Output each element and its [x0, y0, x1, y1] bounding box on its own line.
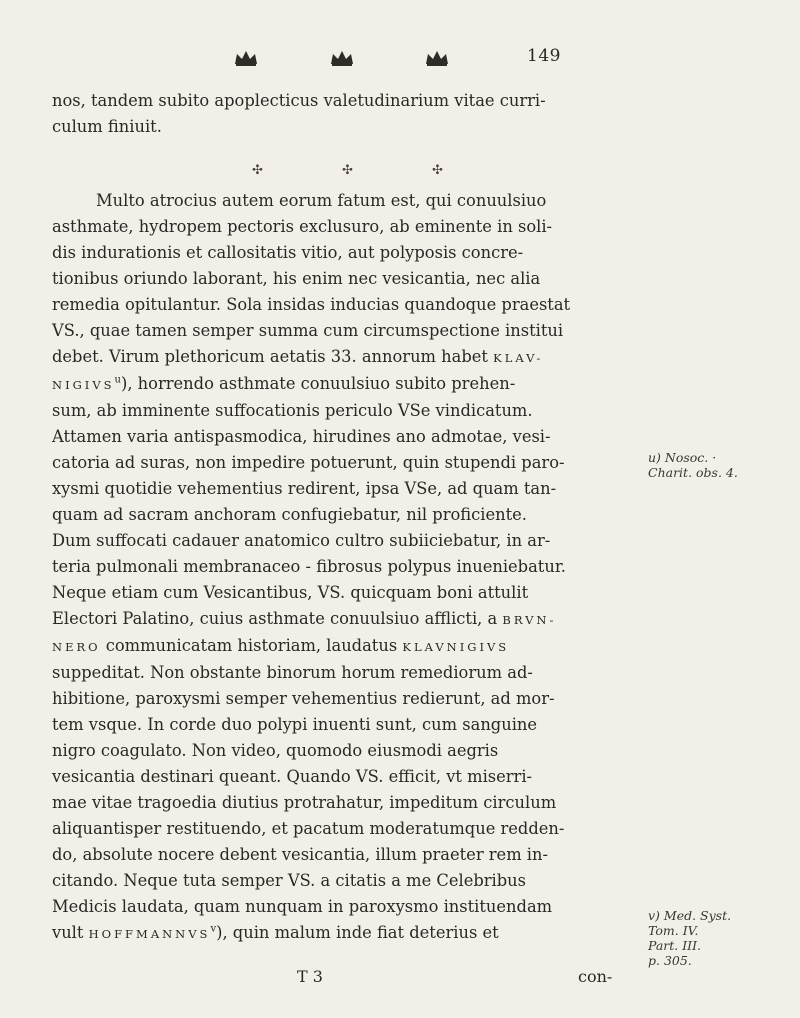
text-line: Attamen varia antispasmodica, hirudines ano admotae, vesi- [52, 427, 551, 446]
text-run: ), quin malum inde fiat deterius et [216, 923, 499, 942]
text-line: culum finiuit. [52, 117, 162, 136]
text-run: debet. Virum plethoricum aetatis 33. annorum habet [52, 347, 488, 366]
text-line: Medicis laudata, quam nunquam in paroxysmo instituendam [52, 897, 553, 916]
text-run: Electori Palatino, cuius asthmate conuulsiuo afflicti, a [52, 609, 498, 628]
text-run: vult [52, 923, 84, 942]
text-line: VS., quae tamen semper summa cum circumspectione institui [52, 321, 564, 340]
signature-mark: T 3 [297, 967, 323, 986]
text-line [52, 633, 642, 660]
text-line: Dum suffocati cadauer anatomico cultro subiiciebatur, in ar- [52, 531, 551, 550]
author-name: KLAVNIGIVS [402, 640, 510, 654]
text-run: ), horrendo asthmate conuulsiuo subito prehen- [120, 374, 516, 393]
margin-note-line: u) Nosoc. · [648, 450, 717, 465]
text-line: citando. Neque tuta semper VS. a citatis a me Celebribus [52, 871, 527, 890]
margin-note-line: Charit. obs. 4. [648, 465, 738, 480]
cross-ornament-icon: ✣ [432, 163, 443, 178]
margin-note-line: Part. III. [648, 938, 702, 953]
text-line: vesicantia destinari queant. Quando VS. efficit, vt miserri- [52, 767, 533, 786]
text-line [52, 371, 642, 398]
body-text [52, 88, 642, 947]
crown-ornament-icon [329, 48, 355, 66]
text-line: hibitione, paroxysmi semper vehementius redierunt, ad mor- [52, 689, 555, 708]
cross-ornament-icon: ✣ [342, 163, 353, 178]
crown-ornament-icon [424, 48, 450, 66]
text-line: do, absolute nocere debent vesicantia, illum praeter rem in- [52, 845, 549, 864]
page-number: 149 [527, 46, 561, 66]
footnote-marker: v [210, 923, 217, 935]
margin-note-v [648, 908, 798, 968]
author-name: HOFFMANNVS [88, 927, 211, 941]
text-line: teria pulmonali membranaceo - fibrosus polypus inueniebatur. [52, 557, 566, 576]
text-line: nos, tandem subito apoplecticus valetudinarium vitae curri- [52, 91, 546, 110]
text-line [52, 344, 642, 371]
text-line: suppeditat. Non obstante binorum horum remediorum ad- [52, 663, 533, 682]
text-line: nigro coagulato. Non video, quomodo eiusmodi aegris [52, 741, 499, 760]
cross-ornament-icon: ✣ [252, 163, 263, 178]
text-line [52, 920, 642, 947]
text-line: remedia opitulantur. Sola insidas inducias quandoque praestat [52, 295, 571, 314]
page-header [0, 44, 800, 74]
section-divider [52, 150, 642, 182]
text-line: Multo atrocius autem eorum fatum est, qui conuulsiuo [96, 191, 547, 210]
margin-note-line: p. 305. [648, 953, 692, 968]
text-line: quam ad sacram anchoram confugiebatur, nil proficiente. [52, 505, 527, 524]
text-line: mae vitae tragoedia diutius protrahatur, impeditum circulum [52, 793, 557, 812]
text-line: tem vsque. In corde duo polypi inuenti sunt, cum sanguine [52, 715, 538, 734]
margin-note-line: Tom. IV. [648, 923, 699, 938]
margin-note-u [648, 450, 798, 480]
text-line: aliquantisper restituendo, et pacatum moderatumque redden- [52, 819, 565, 838]
text-line: asthmate, hydropem pectoris exclusuro, ab eminente in soli- [52, 217, 553, 236]
text-line: dis indurationis et callositatis vitio, aut polyposis concre- [52, 243, 524, 262]
text-line: tionibus oriundo laborant, his enim nec vesicantia, nec alia [52, 269, 541, 288]
text-line: sum, ab imminente suffocationis periculo VSe vindicatum. [52, 401, 533, 420]
author-name: NERO [52, 640, 101, 654]
author-name: NIGIVS [52, 378, 115, 392]
text-line: catoria ad suras, non impedire potuerunt, quin stupendi paro- [52, 453, 565, 472]
text-line [52, 606, 642, 633]
text-line: Neque etiam cum Vesicantibus, VS. quicquam boni attulit [52, 583, 529, 602]
crown-ornament-icon [233, 48, 259, 66]
margin-note-line: v) Med. Syst. [648, 908, 732, 923]
footnote-marker: u [114, 374, 121, 386]
author-name: KLAV- [493, 351, 544, 365]
text-run: communicatam historiam, laudatus [105, 636, 398, 655]
text-line: xysmi quotidie vehementius redirent, ipsa VSe, ad quam tan- [52, 479, 557, 498]
catchword: con- [578, 967, 613, 986]
author-name: BRVN- [502, 613, 557, 627]
